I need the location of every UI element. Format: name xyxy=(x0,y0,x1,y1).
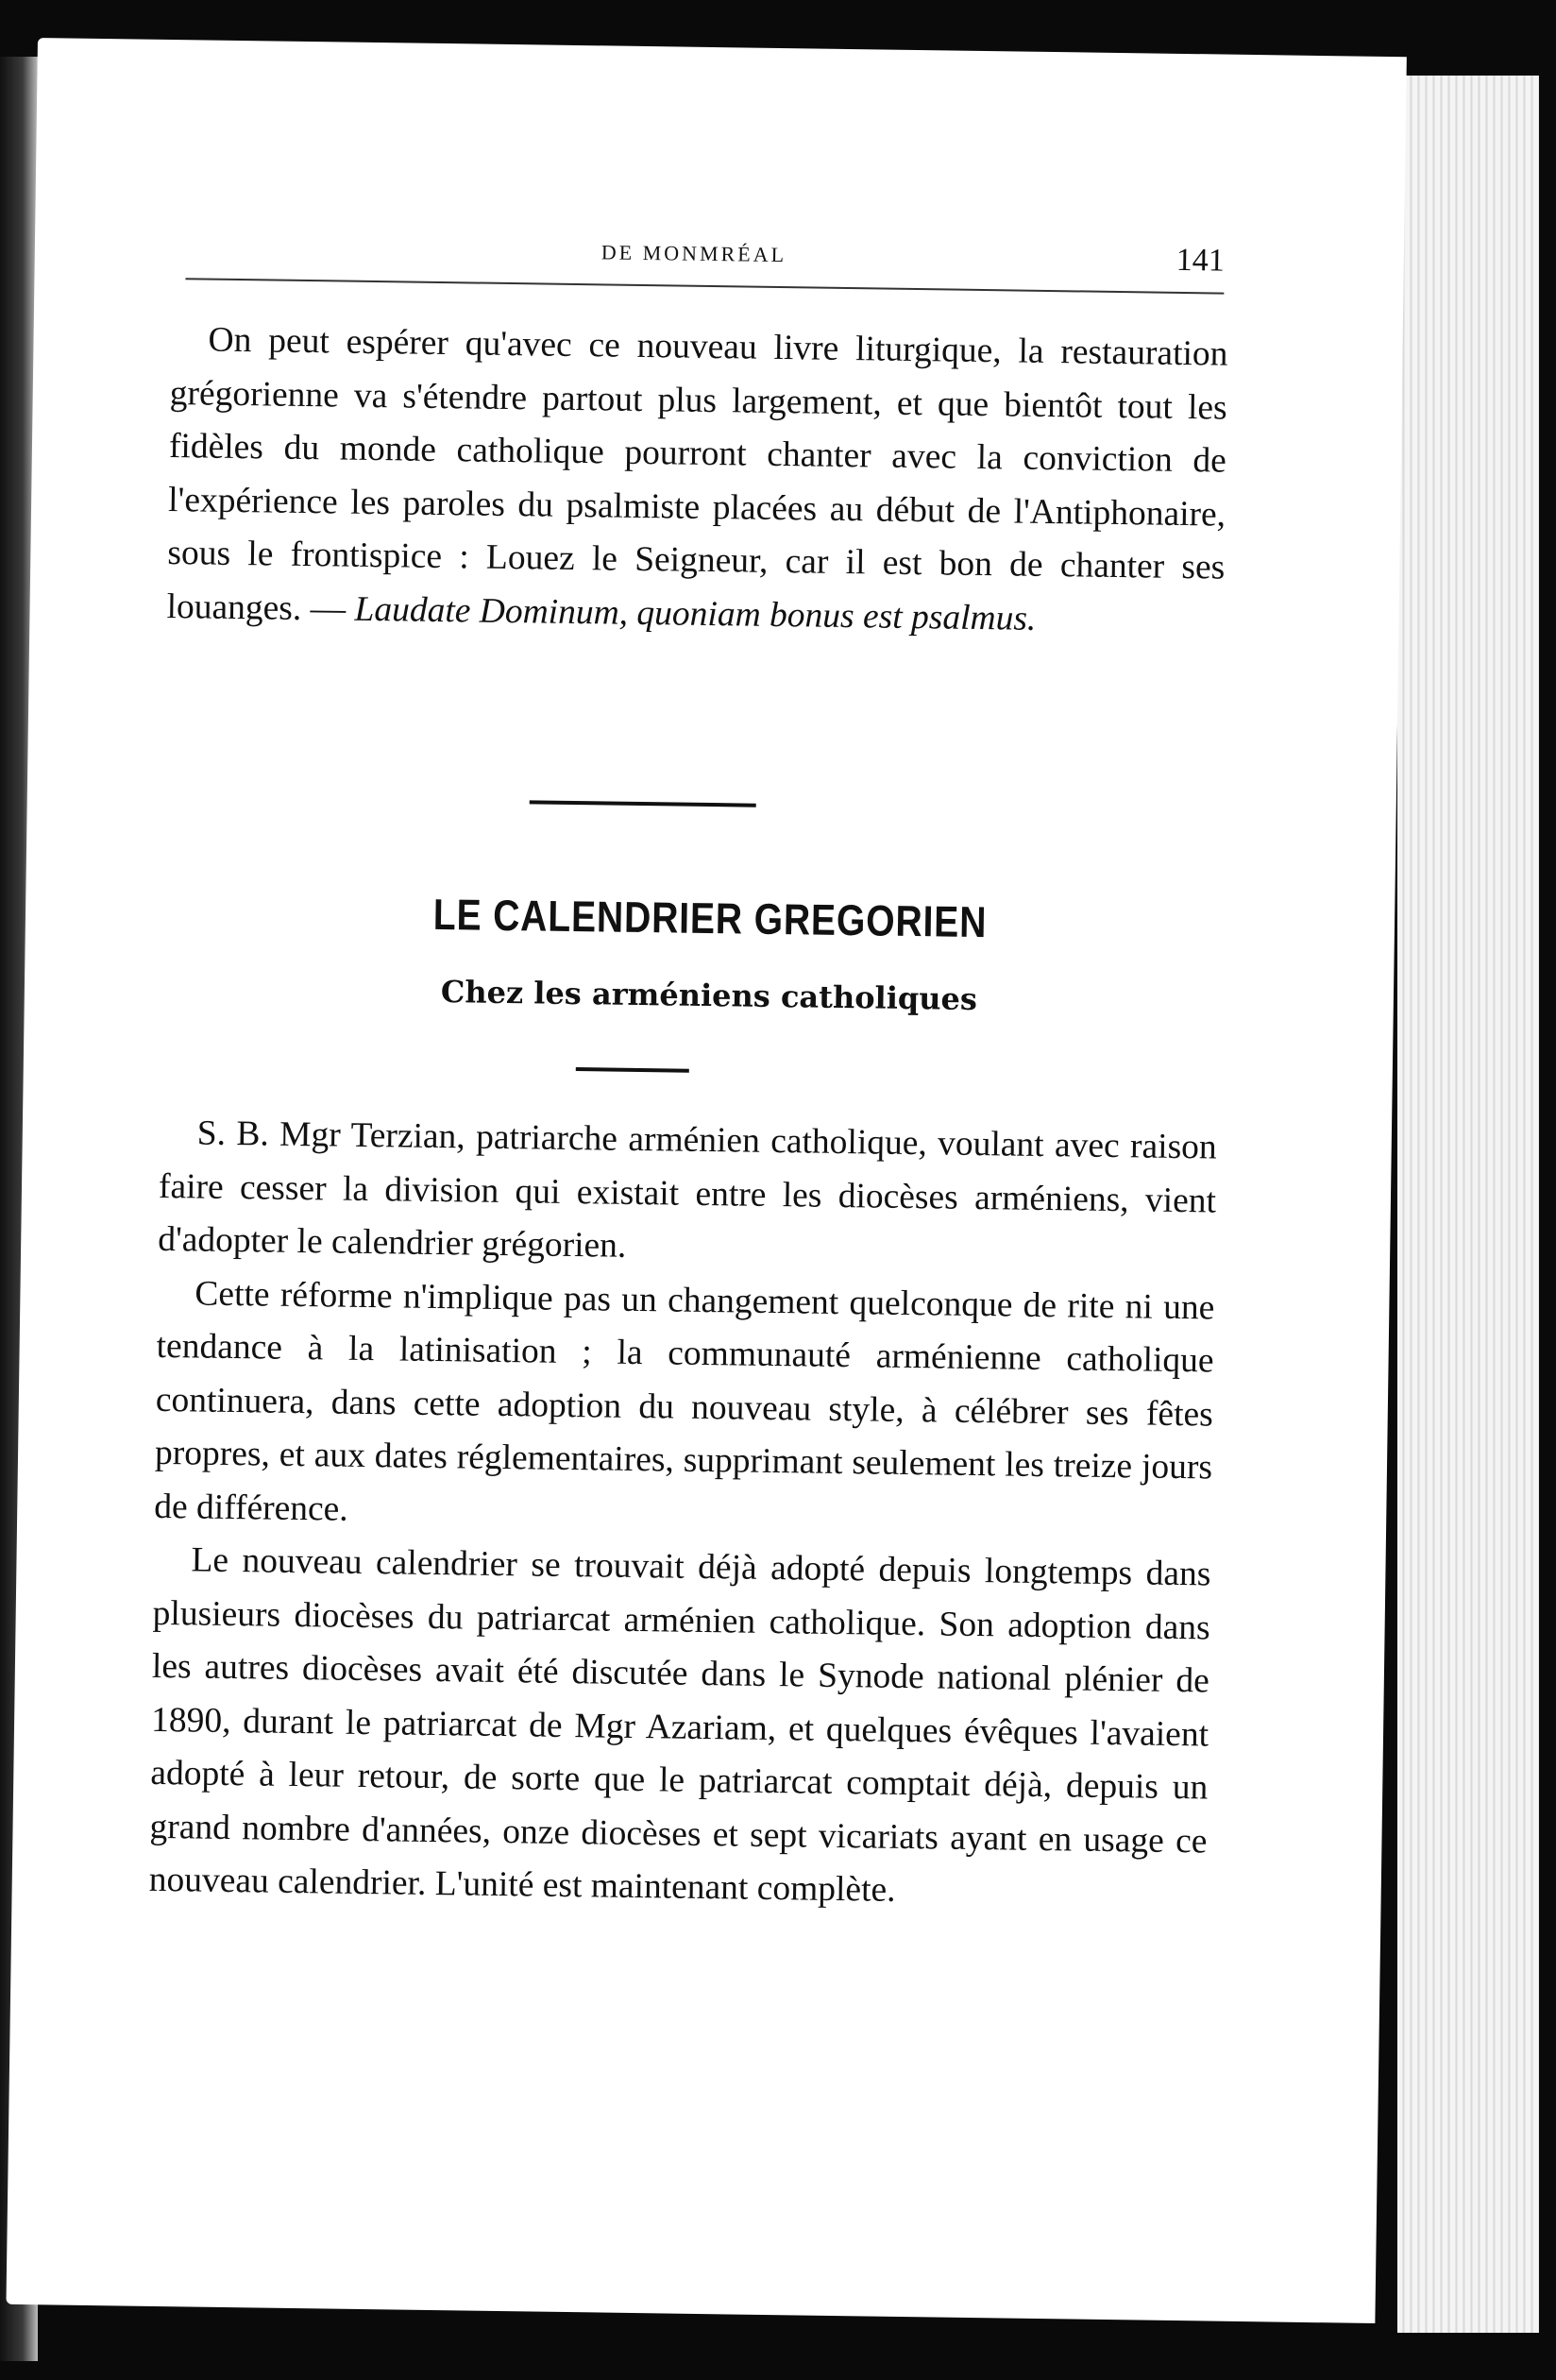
page-edges xyxy=(1397,76,1539,2333)
closing-paragraph xyxy=(166,314,1228,649)
article-title: LE CALENDRIER GREGORIEN xyxy=(432,889,988,947)
page-header xyxy=(147,200,1225,300)
paragraph: S. B. Mgr Terzian, patriarche arménien catholique, voulant avec raison faire cesser la division qui existait entre les diocèses arméniens, vient d'adopter le calendrier grégorien. xyxy=(157,1114,1218,1266)
paragraph: Le nouveau calendrier se trouvait déjà adopté depuis longtemps dans plusieurs diocèses du patriarcat arménien catholique. Son adoption dans les autres diocèses avait été discutée dans le Synode national plénier de 1890, durant le patriarcat de Mgr Azariam, et quelques évêques l'avaient adopté à leur retour, de sorte que le patriarcat comptait déjà, depuis un grand nombre d'années, onze diocèses et sept vicariats ayant en usage ce nouveau calendrier. L'unité est maintenant complète. xyxy=(148,1540,1211,1910)
header-rule xyxy=(185,278,1224,294)
book-page xyxy=(6,38,1406,2323)
page-number: 141 xyxy=(1175,242,1226,279)
article-subtitle: Chez les arméniens catholiques xyxy=(440,974,978,1017)
title-separator xyxy=(576,1067,689,1073)
article-body xyxy=(148,1107,1217,1922)
section-separator xyxy=(530,800,756,807)
running-title: DE MONMRÉAL xyxy=(600,240,787,267)
paragraph: Cette réforme n'implique pas un changement quelconque de rite ni une tendance à la latinisation ; la communauté arménienne catholique continuera, dans cette adoption du nouveau style, à célébrer ses fêtes propres, et aux dates réglementaires, supprimant seulement les treize jours de différence. xyxy=(154,1273,1215,1529)
latin-quote: Laudate Dominum, quoniam bonus est psalmus. xyxy=(354,589,1037,638)
paragraph-text: On peut espérer qu'avec ce nouveau livre liturgique, la restauration grégorienne va s'étendre partout plus largement, et que bientôt tout les fidèles du monde catholique pourront chanter avec la conviction de l'expérience les paroles du psalmiste placées au début de l'Antiphonaire, sous le frontispice : Louez le Seigneur, car il est bon de chanter ses louanges. — xyxy=(166,320,1228,629)
paragraph xyxy=(166,314,1228,649)
